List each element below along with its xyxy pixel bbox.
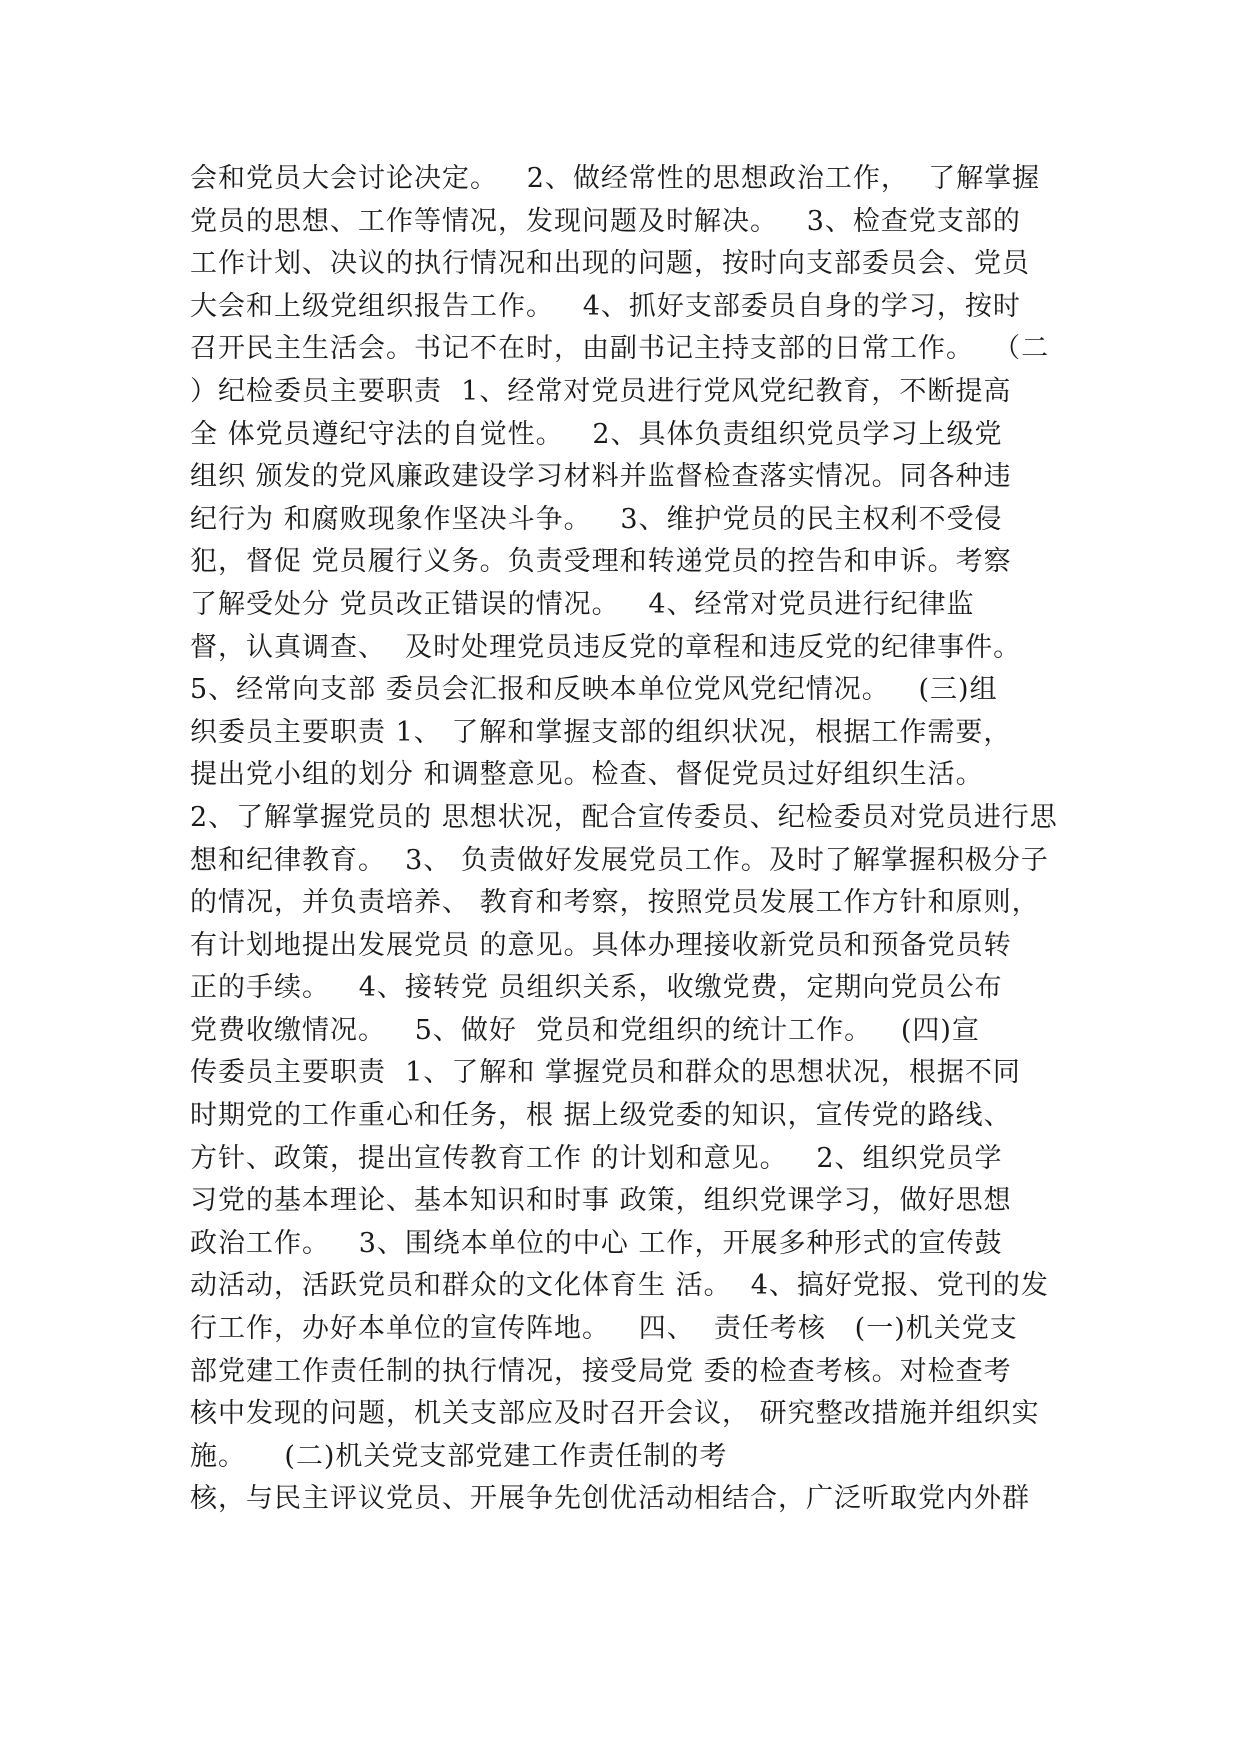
text-line: 政治工作。 3、围绕本单位的中心 工作，开展多种形式的宣传鼓: [190, 1227, 1003, 1259]
text-line: 施。 (二)机关党支部党建工作责任制的考: [190, 1440, 728, 1472]
text-line: 的情况，并负责培养、 教育和考察，按照党员发展工作方针和原则，: [190, 887, 1040, 919]
text-line: 方针、政策，提出宣传教育工作 的计划和意见。 2、组织党员学: [190, 1142, 1003, 1174]
text-line: 会和党员大会讨论决定。 2、做经常性的思想政治工作， 了解掌握: [190, 163, 1041, 194]
text-line: 正的手续。 4、接转党 员组织关系，收缴党费，定期向党员公布: [190, 972, 1003, 1004]
text-line: 大会和上级党组织报告工作。 4、抓好支部委员自身的学习，按时: [190, 290, 1021, 322]
text-line: 织委员主要职责 1、 了解和掌握支部的组织状况，根据工作需要，: [190, 716, 1012, 748]
text-line: 5、经常向支部 委员会汇报和反映本单位党风党纪情况。 (三)组: [190, 674, 998, 706]
text-line: 有计划地提出发展党员 的意见。具体办理接收新党员和预备党员转: [190, 929, 1012, 961]
text-line: 习党的基本理论、基本知识和时事 政策，组织党课学习，做好思想: [190, 1185, 1012, 1217]
text-line: 召开民主生活会。书记不在时，由副书记主持支部的日常工作。 （二: [190, 333, 1050, 365]
text-line: 了解受处分 党员改正错误的情况。 4、经常对党员进行纪律监: [190, 588, 975, 620]
text-line: 行工作，办好本单位的宣传阵地。 四、 责任考核 (一)机关党支: [190, 1313, 1018, 1345]
text-line: 全 体党员遵纪守法的自觉性。 2、具体负责组织党员学习上级党: [190, 418, 1003, 450]
text-line: 部党建工作责任制的执行情况，接受局党 委的检查考核。对检查考: [190, 1355, 1012, 1387]
text-line: ）纪检委员主要职责 1、经常对党员进行党风党纪教育，不断提高: [190, 375, 1012, 407]
text-line: 工作计划、决议的执行情况和出现的问题，按时向支部委员会、党员: [190, 248, 1030, 280]
text-line: 纪行为 和腐败现象作坚决斗争。 3、维护党员的民主权利不受侵: [190, 503, 1003, 535]
text-line: 核，与民主评议党员、开展争先创优活动相结合，广泛听取党内外群: [190, 1483, 1030, 1515]
text-line: 动活动，活跃党员和群众的文化体育生 活。 4、搞好党报、党刊的发: [190, 1270, 1049, 1302]
text-line: 核中发现的问题，机关支部应及时召开会议， 研究整改措施并组织实: [190, 1398, 1040, 1430]
text-line: 犯，督促 党员履行义务。负责受理和转递党员的控告和申诉。考察: [190, 546, 1012, 578]
text-line: 提出党小组的划分 和调整意见。检查、督促党员过好组织生活。: [190, 759, 984, 791]
text-line: 2、了解掌握党员的 思想状况，配合宣传委员、纪检委员对党员进行思: [190, 801, 1058, 833]
text-line: 组织 颁发的党风廉政建设学习材料并监督检查落实情况。同各种违: [190, 461, 1012, 493]
text-line: 党费收缴情况。 5、做好 党员和党组织的统计工作。 (四)宣: [190, 1014, 980, 1046]
body-text: [190, 158, 1070, 1521]
text-line: 督，认真调查、 及时处理党员违反党的章程和违反党的纪律事件。: [190, 631, 1022, 663]
text-line: 党员的思想、工作等情况，发现问题及时解决。 3、检查党支部的: [190, 205, 1021, 237]
text-line: 时期党的工作重心和任务，根 据上级党委的知识，宣传党的路线、: [190, 1100, 1012, 1132]
text-line: 传委员主要职责 1、了解和 掌握党员和群众的思想状况，根据不同: [190, 1057, 1021, 1089]
text-line: 想和纪律教育。 3、 负责做好发展党员工作。及时了解掌握积极分子: [190, 844, 1049, 876]
